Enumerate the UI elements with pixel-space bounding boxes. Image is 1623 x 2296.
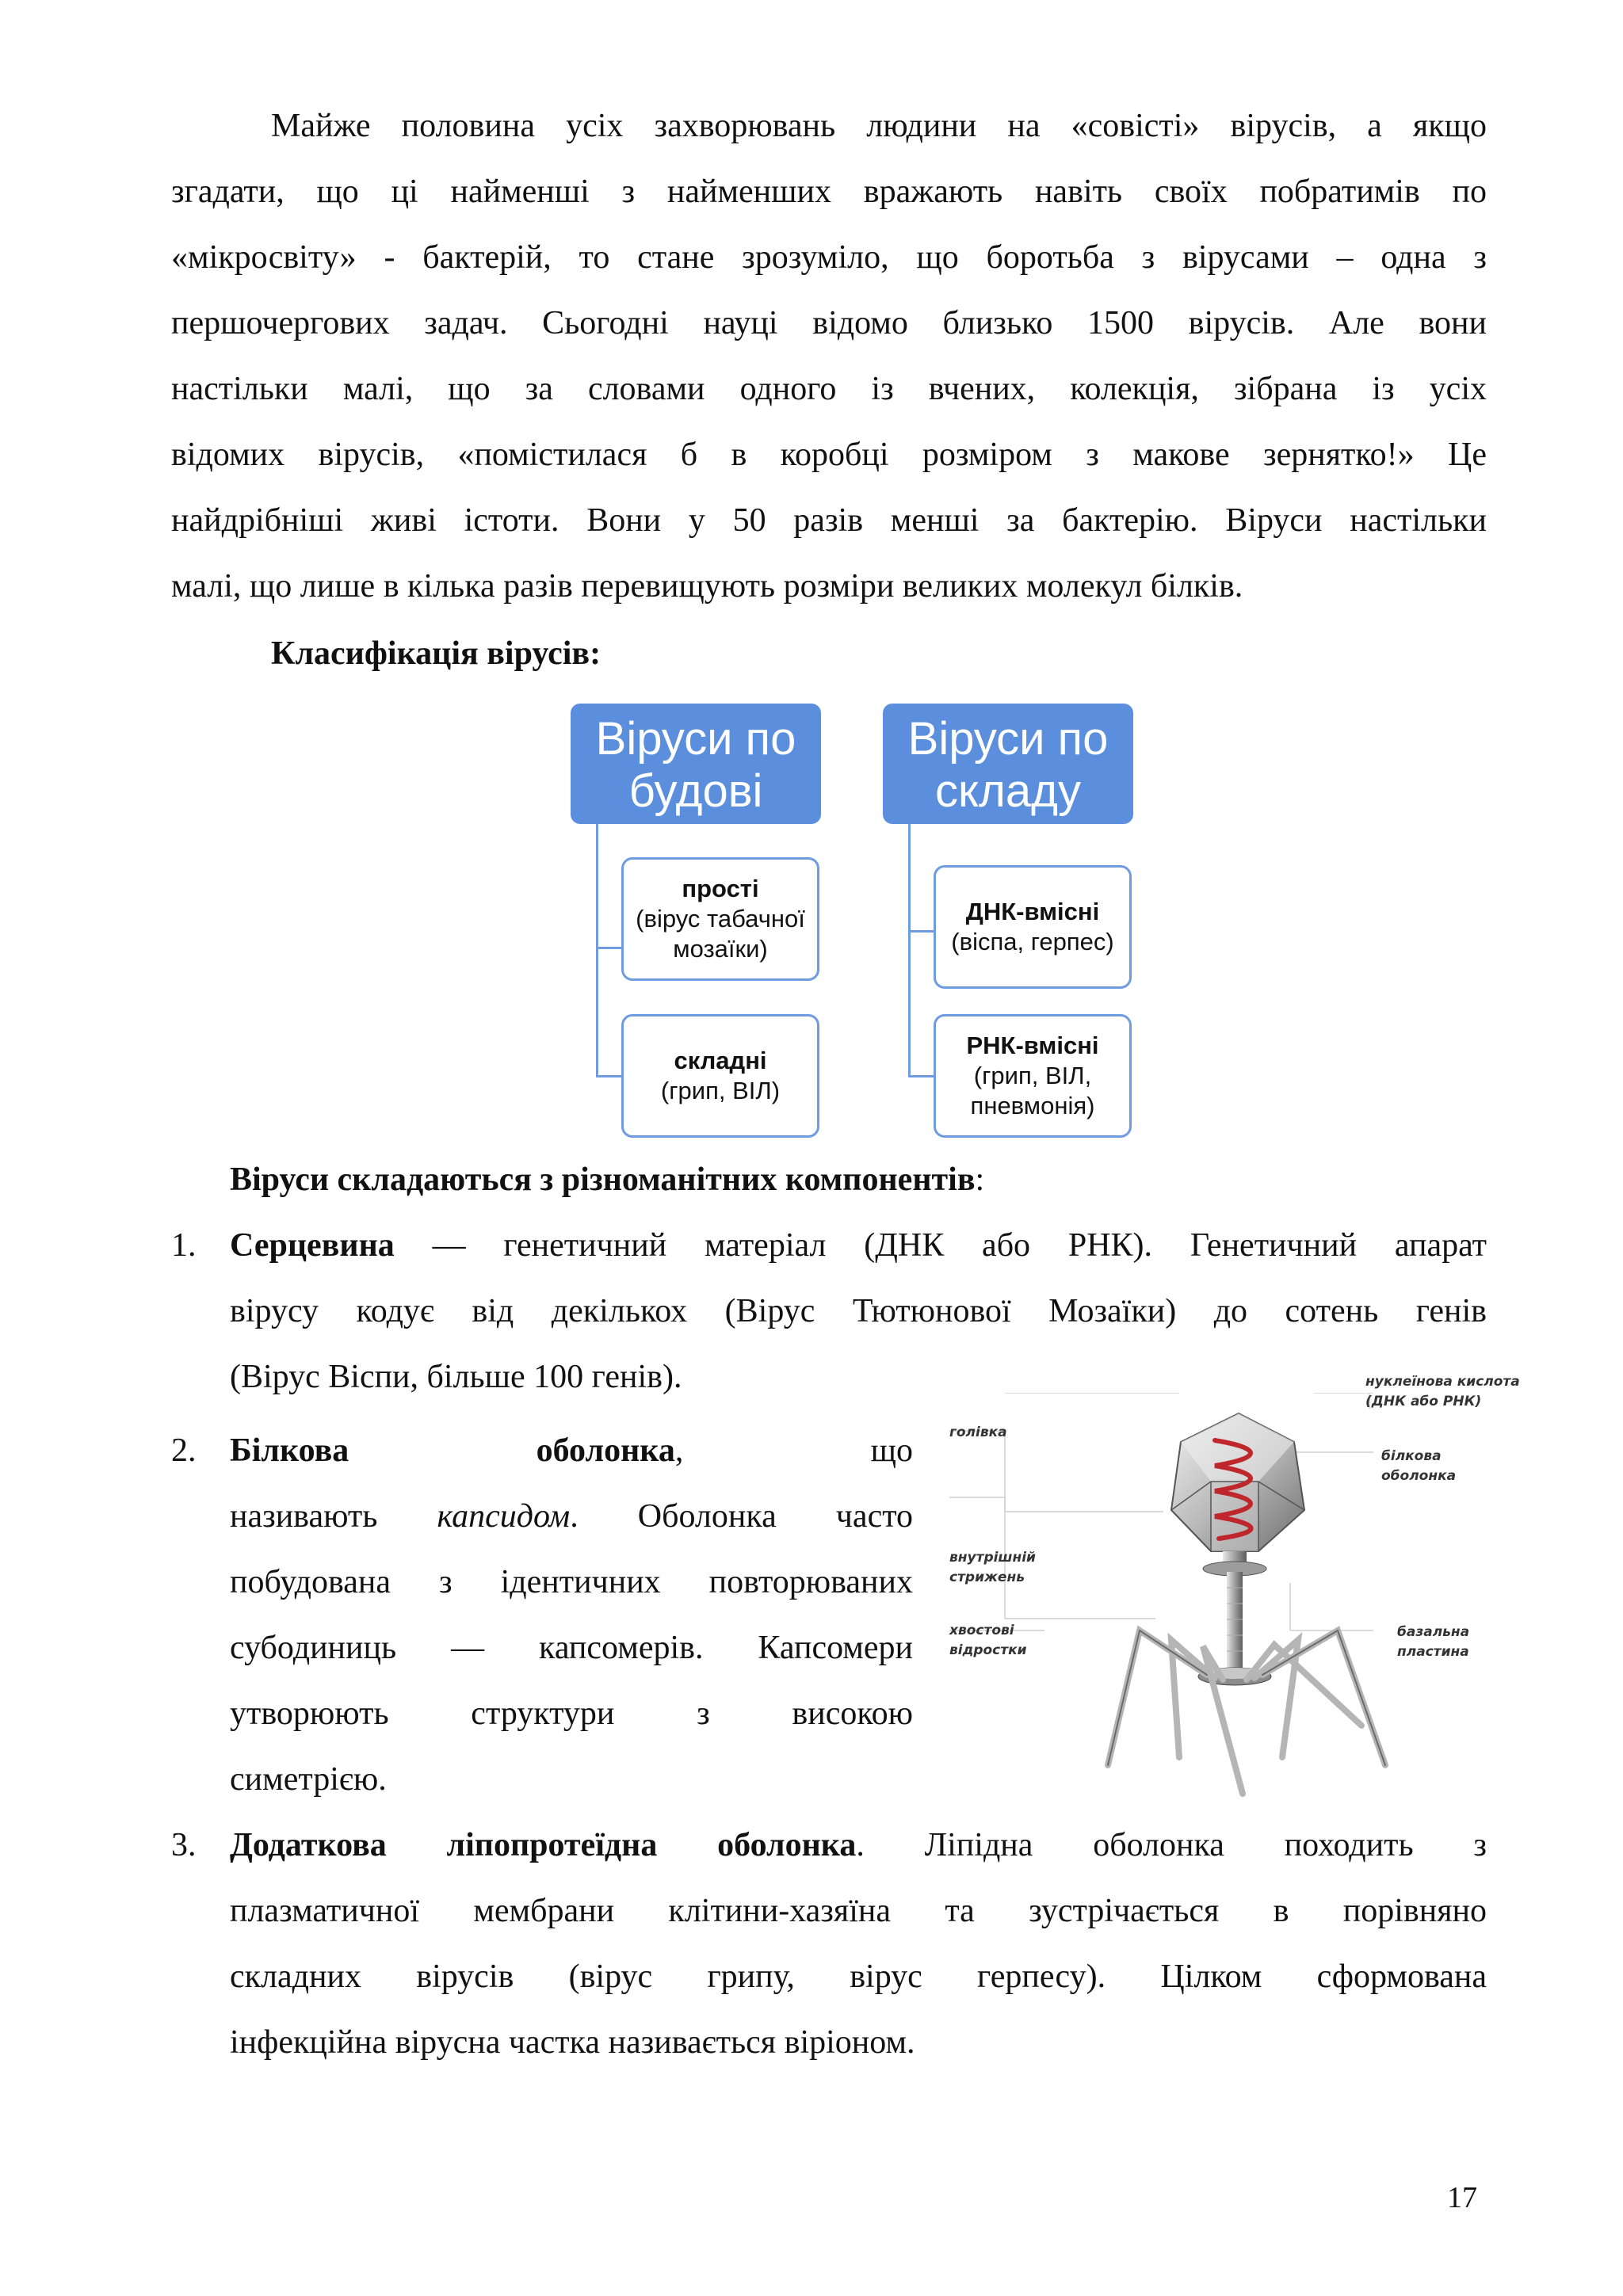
paragraph-line: згадати, що ці найменші з найменших вражають навіть своїх побратимів по <box>171 174 1487 210</box>
item-text: вірусу кодує від декількох (Вірус Тютюнової Мозаїки) до сотень генів <box>230 1293 1487 1329</box>
classification-diagram <box>571 704 1141 1147</box>
connector-line <box>908 824 911 1076</box>
paragraph-line: малі, що лише в кілька разів перевищують розміри великих молекул білків. <box>171 568 1243 605</box>
label-base-plate: базальна пластина <box>1397 1624 1470 1660</box>
item-text: утворюють структури з високою <box>230 1695 913 1732</box>
box-title: РНК-вмісні <box>966 1032 1099 1059</box>
item-text: плазматичної мембрани клітини-хазяїна та зустрічається в порівняно <box>230 1893 1487 1929</box>
intro-bold: Віруси складаються з різноманітних компонентів <box>230 1161 976 1198</box>
item-bold: Серцевина <box>230 1227 395 1264</box>
label-head: голівка <box>949 1425 1007 1440</box>
item-text: , <box>674 1432 684 1469</box>
paragraph-line: найдрібніші живі істоти. Вони у 50 разів менші за бактерію. Віруси настільки <box>171 502 1487 539</box>
item-text: називають <box>230 1498 437 1535</box>
item-text: субодиниць — капсомерів. Капсомери <box>230 1630 913 1666</box>
paragraph-line: відомих вірусів, «помістилася б в коробці розміром з макове зернятко!» Це <box>171 437 1487 473</box>
item-bold: Білкова <box>230 1432 349 1469</box>
list-number: 3. <box>171 1827 197 1863</box>
item-italic: капсидом <box>437 1498 571 1535</box>
intro-rest: : <box>975 1161 985 1198</box>
box-title: ДНК-вмісні <box>965 898 1100 925</box>
item-text: (Вірус Віспи, більше 100 генів). <box>230 1359 682 1395</box>
paragraph-line: настільки малі, що за словами одного із вчених, колекція, зібрана із усіх <box>171 371 1487 407</box>
paragraph-line: «мікросвіту» - бактерій, то стане зрозуміло, що боротьба з вірусами – одна з <box>171 239 1487 276</box>
list-number: 1. <box>171 1227 197 1264</box>
box-detail: (вірус табачної мозаїки) <box>636 905 805 963</box>
intro-paragraph <box>171 93 1487 620</box>
box-title: складні <box>674 1047 767 1074</box>
paragraph-line: першочергових задач. Сьогодні науці відомо близько 1500 вірусів. Але вони <box>171 305 1487 341</box>
list-item-core <box>230 1213 1487 1410</box>
list-number: 2. <box>171 1432 197 1469</box>
box-title: прості <box>682 875 759 902</box>
label-tail-fibers: хвостові відростки <box>949 1623 1027 1658</box>
box-detail: (грип, ВІЛ, пневмонія) <box>970 1062 1095 1119</box>
label-protein-coat: білкова оболонка <box>1381 1448 1457 1484</box>
item-text: . Оболонка часто <box>570 1498 914 1535</box>
connector-line <box>596 947 623 949</box>
composition-title-box: Віруси по складу <box>883 704 1133 824</box>
item-text: — генетичний матеріал (ДНК або РНК). Генетичний апарат <box>394 1227 1487 1264</box>
connector-line <box>908 930 935 933</box>
list-item-lipoprotein <box>230 1813 1487 2076</box>
complex-virus-box <box>621 1014 819 1138</box>
simple-virus-box <box>621 857 819 981</box>
classification-heading: Класифікація вірусів: <box>271 635 601 672</box>
label-inner-core: внутрішній стрижень <box>949 1550 1036 1585</box>
item-text: симетрією. <box>230 1761 387 1798</box>
structure-title-box: Віруси по будові <box>571 704 821 824</box>
label-nucleic-acid: нуклеїнова кислота (ДНК або РНК) <box>1365 1374 1520 1409</box>
dna-virus-box <box>934 865 1132 989</box>
paragraph-line: Майже половина усіх захворювань людини на «совісті» вірусів, а якщо <box>271 108 1487 144</box>
connector-line <box>908 1075 935 1077</box>
page-number: 17 <box>1447 2181 1477 2214</box>
item-text: інфекційна вірусна частка називається віріоном. <box>230 2024 915 2061</box>
item-bold: Додаткова ліпопротеїдна оболонка <box>230 1827 857 1863</box>
components-intro <box>230 1147 984 1213</box>
box-detail: (грип, ВІЛ) <box>660 1077 781 1104</box>
box-detail: (віспа, герпес) <box>951 928 1114 955</box>
item-text: . Ліпідна оболонка походить з <box>856 1827 1487 1863</box>
item-bold: оболонка <box>536 1432 675 1469</box>
rna-virus-box <box>934 1014 1132 1138</box>
connector-line <box>596 824 598 1076</box>
bacteriophage-figure <box>941 1374 1544 1805</box>
connector-line <box>596 1075 623 1077</box>
list-item-protein-coat <box>230 1418 913 1813</box>
item-text: побудована з ідентичних повторюваних <box>230 1564 913 1600</box>
item-text: складних вірусів (вірус грипу, вірус герпесу). Цілком сформована <box>230 1958 1487 1995</box>
item-text: що <box>870 1432 913 1469</box>
